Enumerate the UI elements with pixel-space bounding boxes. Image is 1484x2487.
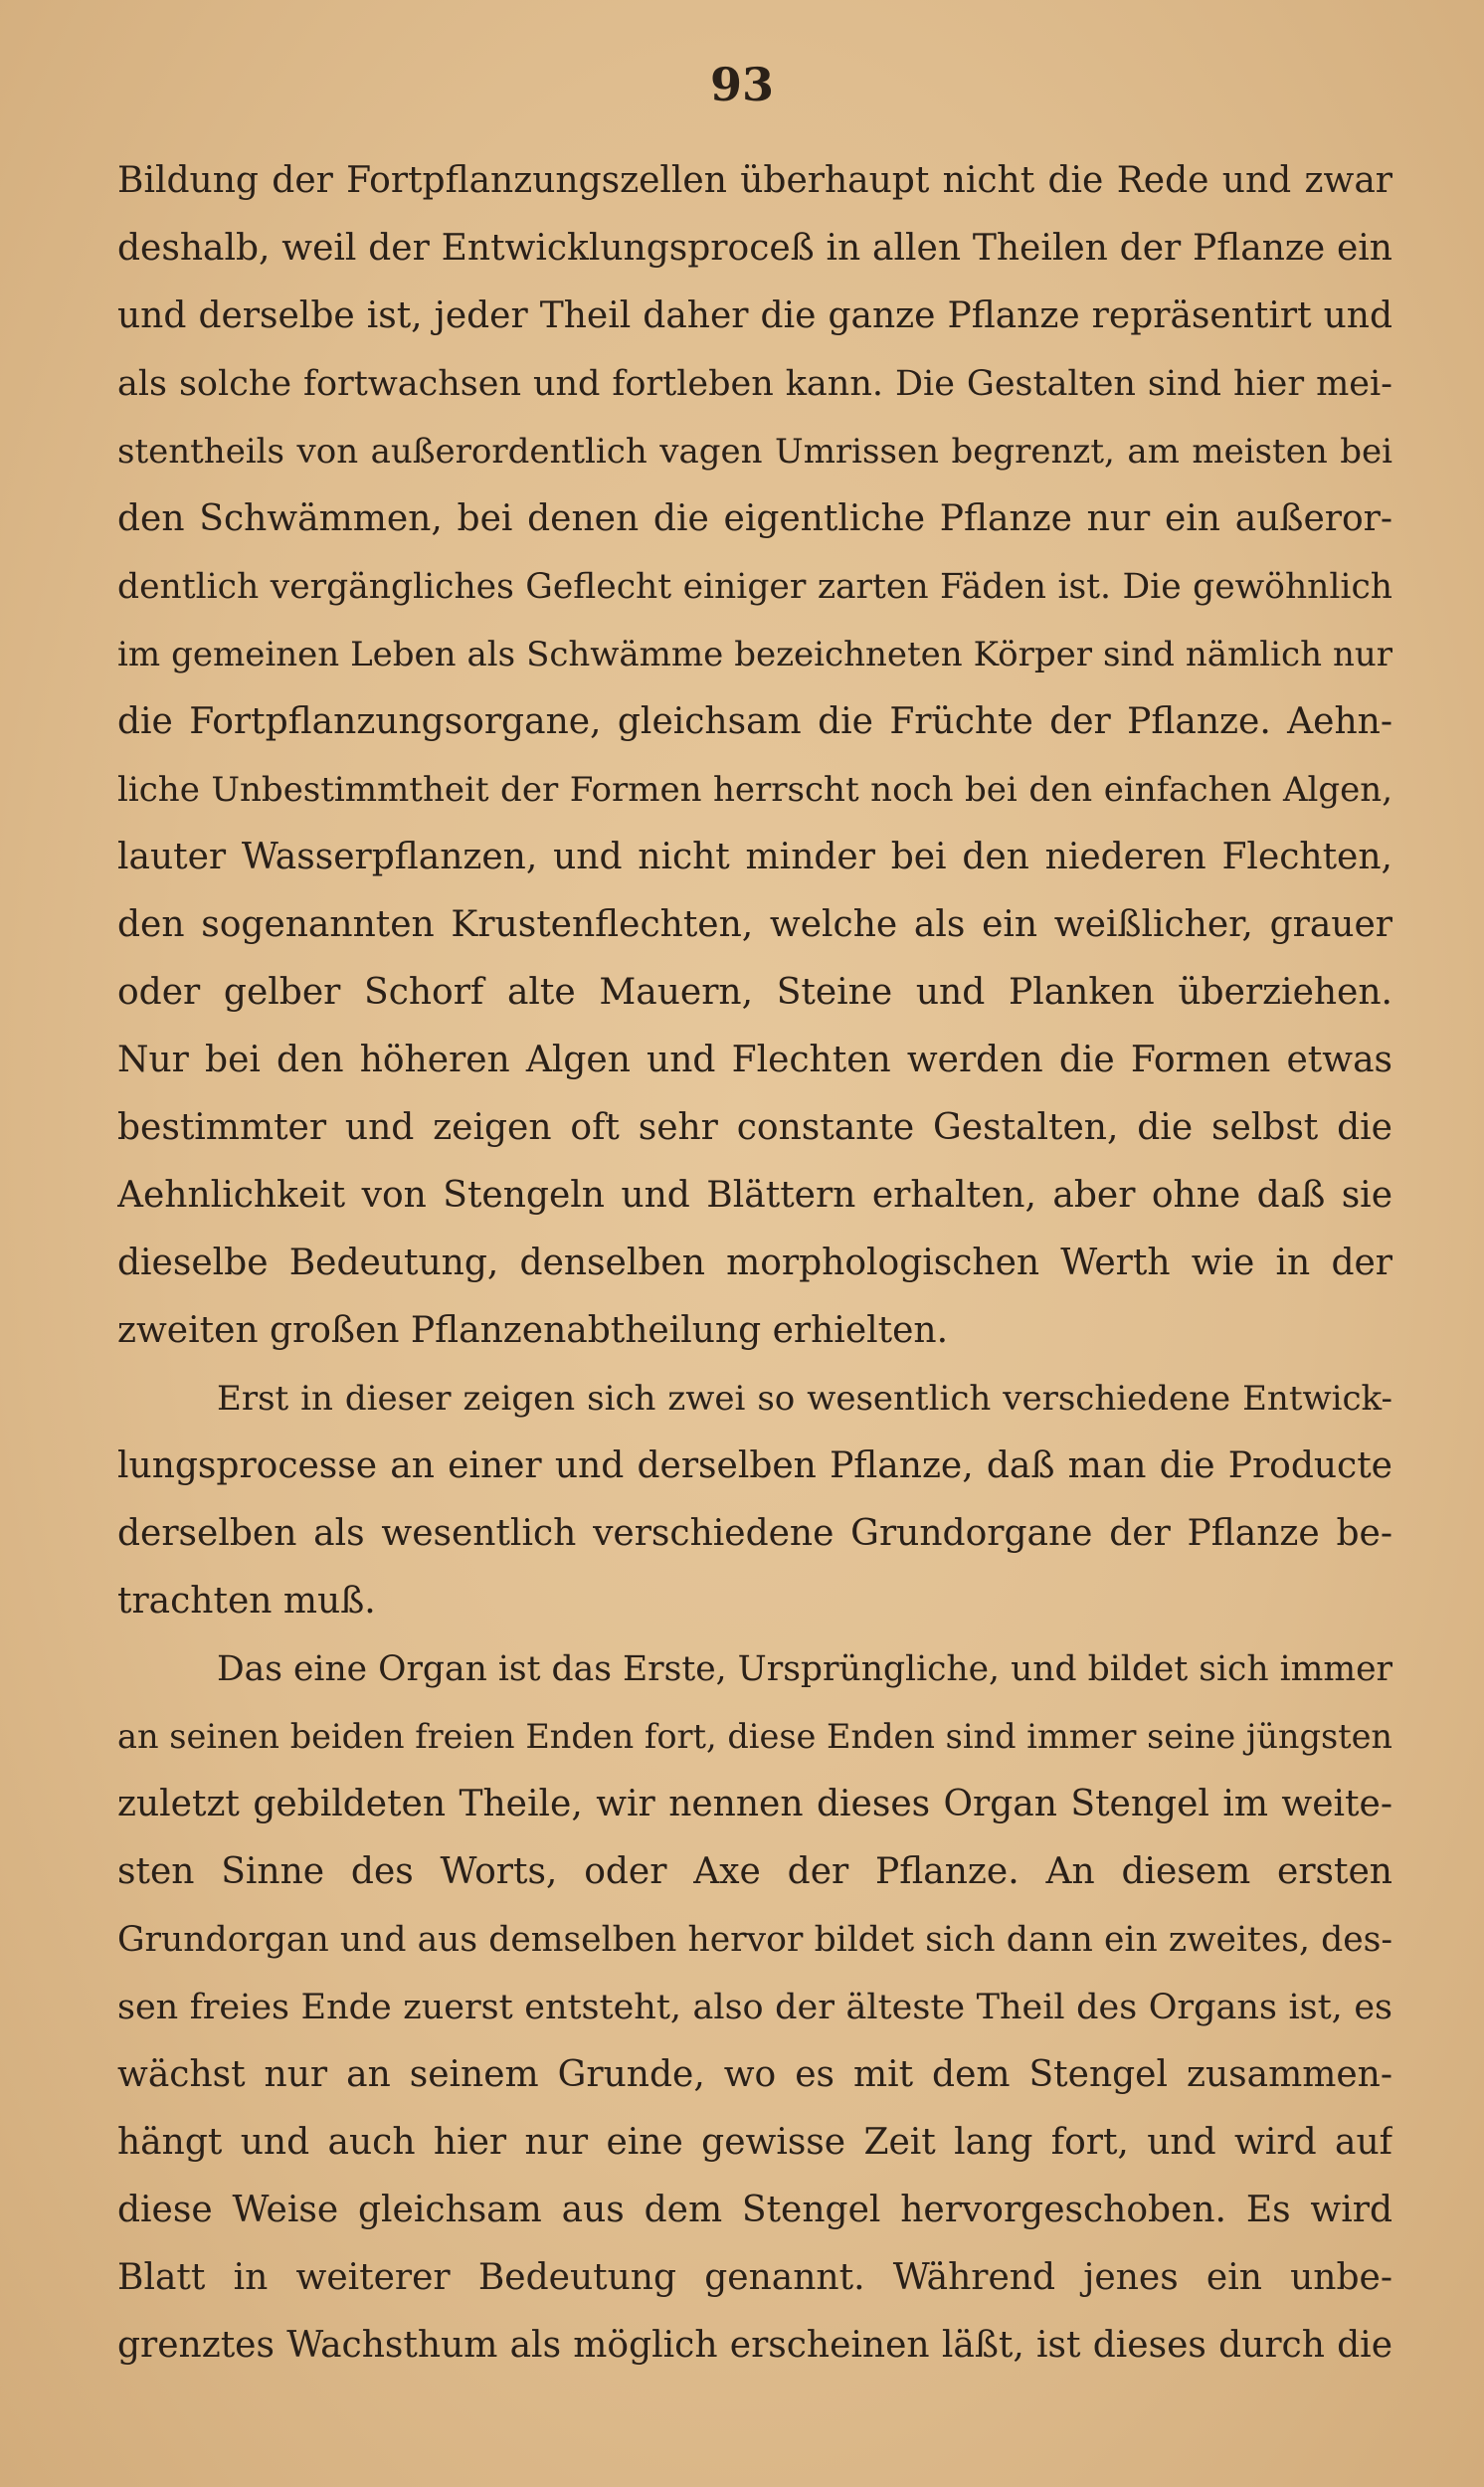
text-line: zweiten großen Pflanzenabtheilung erhielten. <box>117 1310 949 1351</box>
text-line: Grundorgan und aus demselben hervor bildet sich dann ein zweites, des- <box>117 1920 1392 1960</box>
text-line: als solche fortwachsen und fortleben kann. Die Gestalten sind hier mei- <box>117 364 1392 404</box>
text-line: wächst nur an seinem Grunde, wo es mit dem Stengel zusammen- <box>117 2054 1392 2095</box>
text-line: hängt und auch hier nur eine gewisse Zeit lang fort, und wird auf <box>117 2122 1392 2163</box>
text-line: grenztes Wachsthum als möglich erscheinen läßt, ist dieses durch die <box>117 2325 1392 2366</box>
text-line: dieselbe Bedeutung, denselben morphologischen Werth wie in der <box>117 1243 1392 1283</box>
text-line: derselben als wesentlich verschiedene Grundorgane der Pflanze be- <box>117 1513 1392 1554</box>
text-line: deshalb, weil der Entwicklungsproceß in allen Theilen der Pflanze ein <box>117 228 1392 269</box>
paragraph-2 <box>117 1365 1392 1635</box>
text-line: dentlich vergängliches Geflecht einiger zarten Fäden ist. Die gewöhnlich <box>117 567 1392 607</box>
text-line: den sogenannten Krustenflechten, welche als ein weißlicher, grauer <box>117 904 1392 945</box>
text-line: lauter Wasserpflanzen, und nicht minder bei den niederen Flechten, <box>117 837 1392 877</box>
paragraph-3 <box>117 1635 1392 2380</box>
text-line: an seinen beiden freien Enden fort, diese Enden sind immer seine jüngsten <box>117 1717 1392 1756</box>
text-line: bestimmter und zeigen oft sehr constante Gestalten, die selbst die <box>117 1107 1392 1148</box>
text-line: trachten muß. <box>117 1581 376 1622</box>
text-line: sen freies Ende zuerst entsteht, also der älteste Theil des Organs ist, es <box>117 1988 1392 2027</box>
text-line: liche Unbestimmtheit der Formen herrscht noch bei den einfachen Algen, <box>117 770 1392 810</box>
text-line: diese Weise gleichsam aus dem Stengel hervorgeschoben. Es wird <box>117 2190 1392 2230</box>
text-line: Erst in dieser zeigen sich zwei so wesentlich verschiedene Entwick- <box>217 1379 1392 1419</box>
text-line: die Fortpflanzungsorgane, gleichsam die Früchte der Pflanze. Aehn- <box>117 701 1392 742</box>
text-line: den Schwämmen, bei denen die eigentliche Pflanze nur ein außeror- <box>117 498 1392 539</box>
text-line: Blatt in weiterer Bedeutung genannt. Während jenes ein unbe- <box>117 2257 1392 2298</box>
text-line: Das eine Organ ist das Erste, Ursprüngliche, und bildet sich immer <box>217 1649 1392 1689</box>
body-text <box>117 147 1392 2380</box>
text-line: lungsprocesse an einer und derselben Pflanze, daß man die Producte <box>117 1445 1392 1486</box>
text-line: im gemeinen Leben als Schwämme bezeichneten Körper sind nämlich nur <box>117 635 1392 674</box>
text-line: zuletzt gebildeten Theile, wir nennen dieses Organ Stengel im weite- <box>117 1784 1392 1824</box>
text-line: Bildung der Fortpflanzungszellen überhaupt nicht die Rede und zwar <box>117 160 1392 201</box>
paragraph-1 <box>117 147 1392 1365</box>
text-line: sten Sinne des Worts, oder Axe der Pflanze. An diesem ersten <box>117 1851 1392 1892</box>
page-number: 93 <box>709 58 774 111</box>
text-line: Aehnlichkeit von Stengeln und Blättern erhalten, aber ohne daß sie <box>117 1175 1392 1216</box>
text-line: oder gelber Schorf alte Mauern, Steine und Planken überziehen. <box>117 972 1392 1013</box>
text-line: Nur bei den höheren Algen und Flechten werden die Formen etwas <box>117 1040 1392 1080</box>
text-line: stentheils von außerordentlich vagen Umrissen begrenzt, am meisten bei <box>117 432 1392 472</box>
text-line: und derselbe ist, jeder Theil daher die ganze Pflanze repräsentirt und <box>117 295 1392 336</box>
